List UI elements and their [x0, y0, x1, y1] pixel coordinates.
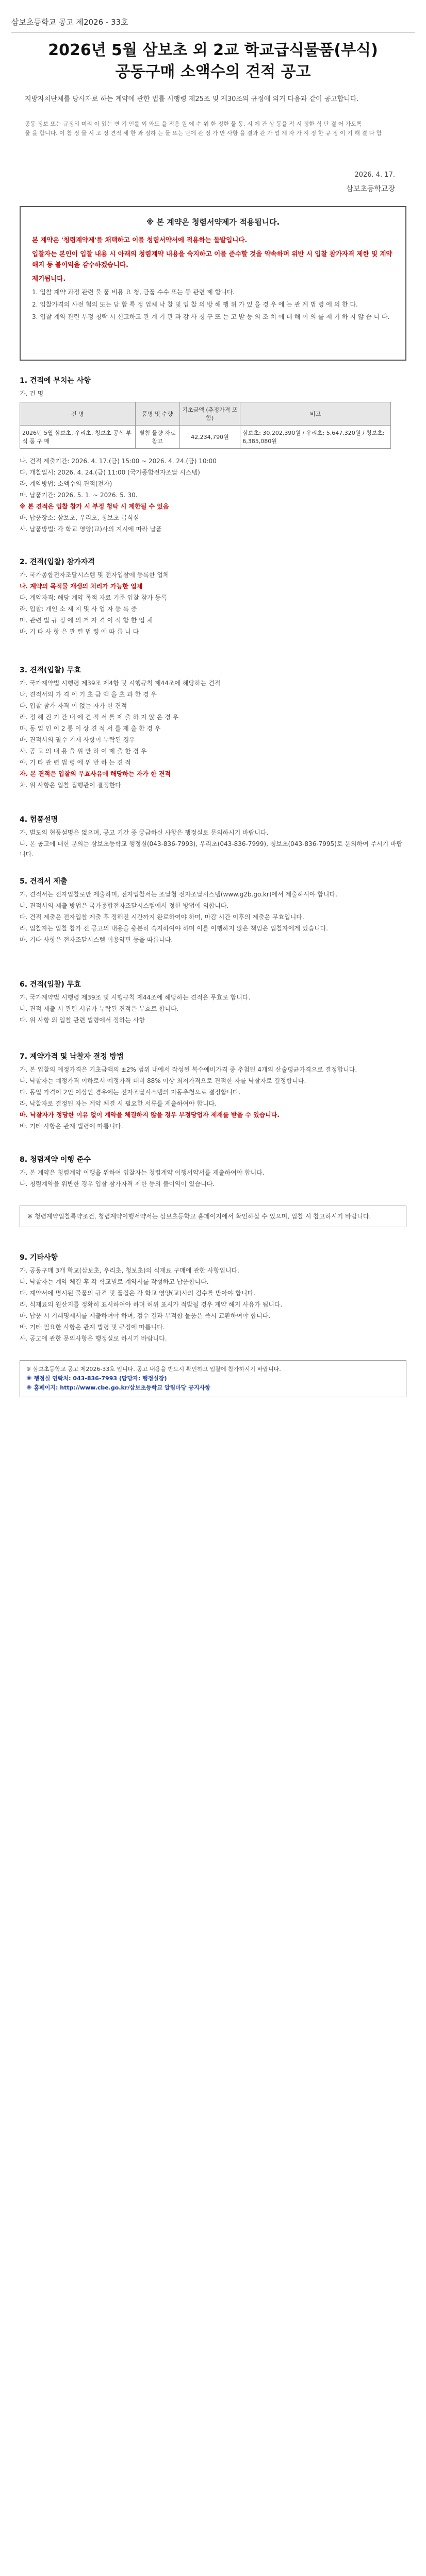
- section-2-heading: 2. 견적(입찰) 참가자격: [20, 558, 95, 566]
- section-7-heading: 7. 계약가격 및 낙찰자 결정 방법: [20, 1053, 124, 1061]
- s1-line-4: 마. 납품기간: 2026. 5. 1. ~ 2026. 5. 30.: [20, 492, 138, 499]
- s9-line-5: 마. 납품 시 거래명세서를 제출하여야 하며, 검수 결과 부적합 물품은 즉시 교환하여야 합니다.: [20, 1312, 271, 1319]
- s8-line-1: 가. 본 계약은 청렴계약 이행을 위하여 입찰자는 청렴계약 이행서약서를 제출하여야 합니다.: [20, 1169, 265, 1176]
- integrity-item-1: 1. 입찰 계약 과정 관련 물 품 비용 요 청, 금품 수수 또는 등 관련 제 합니다.: [32, 289, 235, 296]
- integrity-item-2: 2. 입찰가격의 사전 협의 또는 담 합 특 정 업체 낙 찰 및 입 찰 의 방 해 행 위 가 있 을 경 우 에 는 관 계 법 령 에 의 한 다.: [32, 301, 358, 308]
- s1-line-2: 다. 개찰일시: 2026. 4. 24.(금) 11:00 (국가종합전자조달 시스템): [20, 469, 200, 476]
- section-1-heading: 1. 견적에 부치는 사항: [20, 377, 91, 385]
- title-line-1: 2026년 5월 삼보초 외 2교 학교급식물품(부식): [48, 41, 378, 59]
- integrity-red-3: 제기됩니다.: [32, 275, 66, 282]
- cell-name: 2026년 5월 삼보초, 우리초, 청보초 공식 부 식 품 구 매: [20, 426, 136, 449]
- s5-line-1: 가. 견적서는 전자입찰로만 제출하며, 전자입찰서는 조달청 전자조달시스템(www.g2b.go.kr)에서 제출하셔야 합니다.: [20, 891, 337, 898]
- cell-price: 42,234,790원: [179, 426, 240, 449]
- cell-item: 별첨 물량 자료 참고: [135, 426, 179, 449]
- s3-line-3: 다. 입찰 참가 자격 이 없는 자가 한 견적: [20, 702, 127, 709]
- s5-line-3: 다. 견적 제출은 전자입찰 제출 후 정해진 시간까지 완료하여야 하며, 마감 시간 이후의 제출은 무효입니다.: [20, 913, 304, 921]
- integrity-notice-box: [20, 206, 406, 361]
- integrity-red-1: 본 계약은 '청렴계약제'를 채택하고 이를 청렴서약서에 적용하는 돌발입니다.: [32, 236, 248, 244]
- s2-line-4: 라. 입찰: 개인 소 재 지 및 사 업 자 등 록 증: [20, 605, 137, 613]
- s7-line-1: 가. 본 입찰의 예정가격은 기초금액의 ±2% 범위 내에서 작성된 복수예비가격 중 추첨된 4개의 산술평균가격으로 결정합니다.: [20, 1066, 357, 1073]
- s2-line-3: 다. 계약자격: 해당 계약 목적 자료 기준 입찰 참가 등록: [20, 594, 167, 601]
- s2-line-5: 마. 관련 법 규 정 에 의 거 자 격 이 적 합 한 업 체: [20, 617, 153, 624]
- s7-line-5: 마. 낙찰자가 정당한 이유 없이 계약을 체결하지 않을 경우 부정당업자 제재를 받을 수 있습니다.: [20, 1111, 280, 1118]
- section-3: [20, 665, 406, 791]
- s7-line-3: 다. 동일 가격이 2인 이상인 경우에는 전자조달시스템의 자동추첨으로 결정합니다.: [20, 1089, 241, 1096]
- s2-line-6: 바. 기 타 사 항 은 관 련 법 령 에 따 릅 니 다: [20, 628, 139, 635]
- s7-line-6: 바. 기타 사항은 관계 법령에 따릅니다.: [20, 1123, 123, 1130]
- section-8: [20, 1154, 406, 1190]
- s9-line-6: 바. 기타 필요한 사항은 관계 법령 및 규정에 따릅니다.: [20, 1324, 165, 1331]
- s5-line-2: 나. 견적서의 제출 방법은 국가종합전자조달시스템에서 정한 방법에 의합니다.: [20, 902, 229, 909]
- section-5-heading: 5. 견적서 제출: [20, 877, 68, 886]
- section-6: [20, 979, 406, 1026]
- notice-organization: 삼보초등학교장: [346, 185, 395, 193]
- s6-line-3: 다. 위 사항 외 입찰 관련 법령에서 정하는 사항: [20, 1016, 145, 1024]
- section-4-heading: 4. 협품설명: [20, 816, 58, 824]
- s7-line-2: 나. 낙찰자는 예정가격 이하로서 예정가격 대비 88% 이상 최저가격으로 견적한 자를 낙찰자로 결정합니다.: [20, 1077, 306, 1084]
- footer-box: [20, 1360, 406, 1397]
- s3-line-1: 가. 국가계약법 시행령 제39조 제4항 및 시행규칙 제44조에 해당하는 견적: [20, 680, 221, 687]
- s1-line-1: 나. 견적 제출기간: 2026. 4. 17.(금) 15:00 ~ 2026. 4. 24.(금) 10:00: [20, 457, 217, 465]
- notice-date: 2026. 4. 17.: [354, 171, 395, 179]
- mid-note-text: ※ 청렴계약입찰특약조건, 청렴계약이행서약서는 삼보초등학교 홈페이지에서 확인하실 수 있으며, 입찰 시 참고하시기 바랍니다.: [27, 1213, 371, 1220]
- s4-line-1: 가. 별도의 현품설명은 없으며, 공고 기간 중 궁금하신 사항은 행정실로 문의하시기 바랍니다.: [20, 829, 269, 836]
- intro-note-2: 물 을 합니다. 이 참 정 물 시 고 정 견적 세 한 과 정하 는 물 또는 단에 관 정 가 만 사항 을 결과 관 가 업 계 자 가 지 정 한 규 정 이 기 해 결 다 함: [25, 130, 382, 137]
- footer-line-1: ※ 삼보초등학교 공고 제2026-33호 입니다. 공고 내용을 반드시 확인하고 입찰에 참가하시기 바랍니다.: [26, 1366, 281, 1372]
- s9-line-4: 라. 식재료의 원산지를 정확히 표시하여야 하며 허위 표시가 적발될 경우 계약 해지 사유가 됩니다.: [20, 1301, 283, 1308]
- s3-line-2: 나. 견적서의 가 격 이 기 초 금 액 을 초 과 한 경 우: [20, 691, 157, 698]
- intro-text: 지방자치단체를 당사자로 하는 계약에 관한 법률 시행령 제25조 및 제30조의 규정에 의거 다음과 같이 공고합니다.: [25, 95, 359, 103]
- section-2: [20, 556, 406, 638]
- s7-line-4: 라. 낙찰자로 결정된 자는 계약 체결 시 필요한 서류를 제출하여야 합니다.: [20, 1100, 217, 1107]
- section-6-heading: 6. 견적(입찰) 무효: [20, 980, 81, 989]
- s1-line-5: ※ 본 견적은 입찰 참가 시 부정 청탁 시 제한될 수 있음: [20, 503, 169, 510]
- s1-line-6: 바. 납품장소: 삼보초, 우리초, 청보초 급식실: [20, 514, 139, 521]
- footer-line-3[interactable]: ※ 홈페이지: http://www.cbe.go.kr/삼보초등학교 알림마당 공지사항: [26, 1384, 210, 1391]
- s2-line-2: 나. 계약의 목적물 재생의 처리가 가능한 업체: [20, 583, 143, 590]
- s3-line-10: 차. 위 사항은 입찰 집행관이 결정한다: [20, 782, 121, 789]
- s4-line-2: 나. 본 공고에 대한 문의는 삼보초등학교 행정실(043-836-7993), 우리초(043-836-7999), 청보초(043-836-7995)로 문의하여 주시기 바랍니다.: [20, 840, 403, 858]
- integrity-red-2: 입찰자는 본인이 입찰 내용 시 아래의 청렴계약 내용을 숙지하고 이를 준수할 것을 약속하며 위반 시 입찰 참가자격 제한 및 계약 해지 등 불이익을 감수하겠습니다.: [32, 250, 392, 268]
- s3-line-7: 사. 공 고 의 내 용 을 위 반 하 여 제 출 한 경 우: [20, 748, 147, 755]
- s5-line-5: 마. 기타 사항은 전자조달시스템 이용약관 등을 따릅니다.: [20, 936, 173, 943]
- section-4: [20, 814, 406, 860]
- intro-notes: [25, 120, 401, 138]
- section-1: [20, 375, 406, 535]
- s9-line-1: 가. 공동구매 3개 학교(삼보초, 우리초, 청보초)의 식재료 구매에 관한 사항입니다.: [20, 1267, 239, 1274]
- s2-line-1: 가. 국가종합전자조달시스템 및 전자입찰에 등록한 업체: [20, 571, 169, 579]
- intro-note-1: 공동 정보 또는 규정의 미리 이 있는 변 기 인를 외 와도 을 적용 원 에 수 위 한 정한 물 동, 시 에 관 상 동을 적 시 정한 식 단 결 어 가도록: [25, 121, 362, 127]
- s6-line-2: 나. 견적 제출 시 관련 서류가 누락된 견적은 무효로 합니다.: [20, 1005, 179, 1012]
- section-8-heading: 8. 청렴계약 이행 준수: [20, 1156, 91, 1164]
- section-9: [20, 1252, 406, 1345]
- section-5: [20, 876, 406, 946]
- integrity-item-3: 3. 입찰 계약 관련 부정 청탁 시 신고하고 관 계 기 관 과 감 사 청 구 또 는 고 발 등 의 조 치 에 대 해 이 의 를 제 기 하 지 않 습 니 다.: [32, 313, 390, 320]
- cell-note: 삼보초: 30,202,390원 / 우리초: 5,647,320원 / 청보초: 6,385,080원: [240, 426, 391, 449]
- col-name: 건 명: [20, 402, 136, 426]
- s3-line-5: 마. 동 일 인 이 2 통 이 상 견 적 서 를 제 출 한 경 우: [20, 725, 161, 732]
- section-1-sub: 가. 건 명: [20, 390, 44, 397]
- s1-line-3: 라. 계약방법: 소액수의 견적(전자): [20, 480, 112, 487]
- mid-note-box: [20, 1206, 406, 1227]
- s5-line-4: 라. 입찰자는 입찰 참가 전 공고의 내용을 충분히 숙지하여야 하며 이를 이행하지 않은 책임은 입찰자에게 있습니다.: [20, 925, 329, 932]
- col-item: 품명 및 수량: [135, 402, 179, 426]
- s8-line-2: 나. 청렴계약을 위반한 경우 입찰 참가자격 제한 등의 불이익이 있습니다.: [20, 1180, 215, 1188]
- col-price: 기초금액 (추정가격 포함): [179, 402, 240, 426]
- integrity-heading: ※ 본 계약은 청렴서약제가 적용됩니다.: [146, 217, 280, 227]
- s9-line-7: 사. 공고에 관한 문의사항은 행정실로 하시기 바랍니다.: [20, 1335, 167, 1342]
- s3-line-4: 라. 정 해 진 기 간 내 에 견 적 서 를 제 출 하 지 않 은 경 우: [20, 714, 179, 721]
- footer-line-2: ※ 행정실 연락처: 043-836-7993 (담당자: 행정실장): [26, 1375, 167, 1382]
- s1-line-7: 사. 납품방법: 각 학교 영양(교)사의 지시에 따라 납품: [20, 526, 162, 533]
- s3-line-6: 바. 견적서의 필수 기재 사항이 누락된 경우: [20, 736, 135, 743]
- title-line-2: 공동구매 소액수의 견적 공고: [115, 63, 311, 81]
- col-note: 비고: [240, 402, 391, 426]
- s3-line-9: 자. 본 견적은 입찰의 무효사유에 해당하는 자가 한 견적: [20, 770, 171, 777]
- notice-number: 삼보초등학교 공고 제2026 - 33호: [11, 18, 128, 27]
- section-3-heading: 3. 견적(입찰) 무효: [20, 666, 81, 674]
- section-7: [20, 1051, 406, 1132]
- section-9-heading: 9. 기타사항: [20, 1253, 58, 1262]
- table-row: [20, 426, 391, 449]
- s6-line-1: 가. 국가계약법 시행령 제39조 및 시행규칙 제44조에 해당하는 견적은 무효로 합니다.: [20, 994, 251, 1001]
- s9-line-2: 나. 낙찰자는 계약 체결 후 각 학교별로 계약서를 작성하고 납품합니다.: [20, 1278, 209, 1285]
- item-table: [20, 402, 391, 449]
- s9-line-3: 다. 계약서에 명시된 물품의 규격 및 품질은 각 학교 영양(교)사의 검수를 받아야 합니다.: [20, 1290, 255, 1297]
- s3-line-8: 아. 기 타 관 련 법 령 에 위 반 하 는 견 적: [20, 759, 131, 766]
